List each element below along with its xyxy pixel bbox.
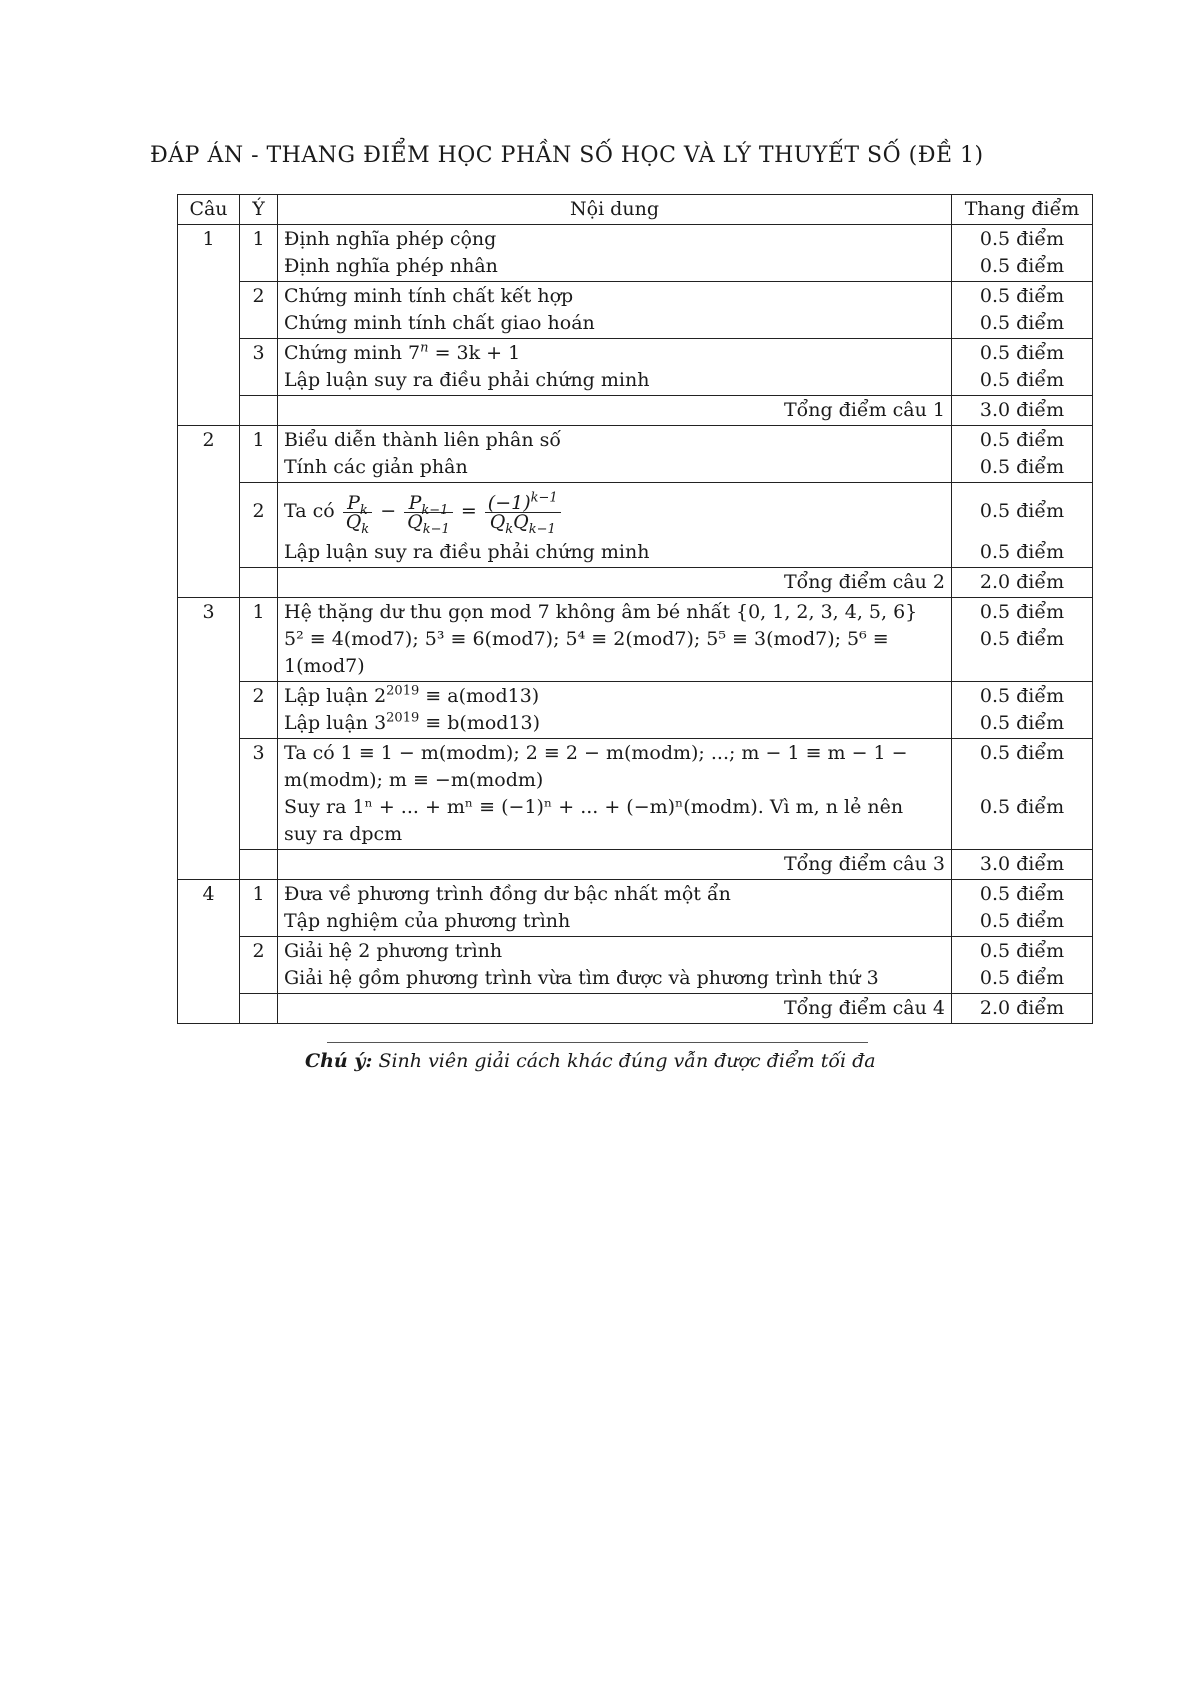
text-segment: ≡ b(mod13) (419, 712, 541, 734)
fraction-denominator: Q (345, 510, 362, 533)
total-score: 2.0 điểm (952, 568, 1093, 598)
footnote-label: Chú ý: (305, 1050, 373, 1072)
content-line: 1(mod7) (284, 655, 365, 677)
y-number: 1 (240, 426, 278, 483)
content-line (284, 683, 945, 710)
score-cell (952, 682, 1093, 739)
formula-line: Ta có $\frac{P_k}{Q_k}$ − $\frac{P_{k-1}}{Q_{k-1}}$ = $\frac{(-1)^{k-1}}{Q_kQ_{k-1}}$ (284, 484, 945, 539)
content-line: Tính các giản phân (284, 456, 468, 478)
superscript: n (420, 340, 429, 356)
content-line: Biểu diễn thành liên phân số (284, 429, 561, 451)
score-value: 0.5 điểm (979, 940, 1065, 962)
table-row (178, 339, 1093, 396)
score-value: 0.5 điểm (979, 628, 1065, 650)
subscript: k−1 (421, 502, 449, 518)
content-line: 5² ≡ 4(mod7); 5³ ≡ 6(mod7); 5⁴ ≡ 2(mod7); 5⁵ ≡ 3(mod7); 5⁶ ≡ (284, 628, 889, 650)
content-line: Suy ra 1ⁿ + ... + mⁿ ≡ (−1)ⁿ + ... + (−m)ⁿ(modm). Vì m, n lẻ nên (284, 796, 904, 818)
content-cell (278, 339, 952, 396)
total-row (178, 568, 1093, 598)
content-cell (278, 682, 952, 739)
y-number: 1 (240, 225, 278, 282)
subscript: k−1 (528, 521, 556, 537)
y-number (240, 483, 278, 568)
y-number: 1 (240, 880, 278, 937)
fraction-denominator: Q (513, 510, 529, 533)
score-cell (952, 483, 1093, 568)
table-row (178, 937, 1093, 994)
footnote-divider (327, 1042, 868, 1043)
content-line: Ta có 1 ≡ 1 − m(modm); 2 ≡ 2 − m(modm); ...; m − 1 ≡ m − 1 − (284, 742, 908, 764)
table-row (178, 598, 1093, 682)
text-segment: Ta có (284, 500, 335, 522)
y-number: 1 (240, 598, 278, 682)
superscript: k−1 (530, 490, 558, 506)
score-cell (952, 426, 1093, 483)
header-y: Ý (240, 195, 278, 225)
content-cell (278, 225, 952, 282)
score-value: 0.5 điểm (979, 712, 1065, 734)
fraction (343, 491, 372, 537)
score-value: 0.5 điểm (979, 742, 1065, 764)
score-value: 0.5 điểm (979, 500, 1065, 522)
text-segment: = 3k + 1 (428, 342, 521, 364)
subscript: k (359, 502, 368, 518)
score-value: 0.5 điểm (979, 456, 1065, 478)
score-value: 0.5 điểm (979, 541, 1065, 563)
table-header-row (178, 195, 1093, 225)
footnote (305, 1050, 1005, 1072)
content-line: Đưa về phương trình đồng dư bậc nhất một ẩn (284, 883, 731, 905)
score-cell (952, 739, 1093, 850)
table-row (178, 739, 1093, 850)
score-value: 0.5 điểm (979, 429, 1065, 451)
content-line: Tập nghiệm của phương trình (284, 910, 571, 932)
y-number: 2 (240, 682, 278, 739)
score-cell (952, 282, 1093, 339)
cau-number: 1 (178, 225, 240, 282)
fraction-denominator: Q (489, 510, 506, 533)
fraction-numerator: P (408, 491, 422, 514)
subscript: k−1 (422, 521, 450, 537)
y-number: 2 (240, 282, 278, 339)
header-noi-dung: Nội dung (278, 195, 952, 225)
table-row (178, 682, 1093, 739)
content-line: Định nghĩa phép cộng (284, 228, 497, 250)
grading-table (177, 194, 1093, 1024)
content-line: suy ra dpcm (284, 823, 403, 845)
total-row (178, 850, 1093, 880)
table-row (178, 282, 1093, 339)
score-value: 0.5 điểm (979, 910, 1065, 932)
score-cell (952, 880, 1093, 937)
fraction-numerator: (−1) (487, 491, 531, 514)
y-number: 3 (240, 739, 278, 850)
table-row (178, 880, 1093, 937)
score-value: 0.5 điểm (979, 883, 1065, 905)
table-row (178, 483, 1093, 568)
score-value: 0.5 điểm (979, 342, 1065, 364)
total-label: Tổng điểm câu 4 (278, 994, 952, 1024)
page-title: ĐÁP ÁN - THANG ĐIỂM HỌC PHẦN SỐ HỌC VÀ LÝ THUYẾT SỐ (ĐỀ 1) (150, 143, 984, 168)
total-label: Tổng điểm câu 1 (278, 396, 952, 426)
score-value: 0.5 điểm (979, 685, 1065, 707)
fraction (404, 491, 453, 537)
content-line: Chứng minh tính chất kết hợp (284, 285, 574, 307)
content-line: Lập luận suy ra điều phải chứng minh (284, 369, 650, 391)
table-row (178, 426, 1093, 483)
total-score: 3.0 điểm (952, 850, 1093, 880)
content-cell (278, 426, 952, 483)
content-line: Chứng minh tính chất giao hoán (284, 312, 595, 334)
score-cell (952, 225, 1093, 282)
score-value: 0.5 điểm (979, 796, 1065, 818)
content-cell (278, 739, 952, 850)
footnote-text: Sinh viên giải cách khác đúng vẫn được điểm tối đa (372, 1050, 876, 1072)
table-row (178, 225, 1093, 282)
content-line (284, 340, 945, 367)
total-score: 3.0 điểm (952, 396, 1093, 426)
score-value: 0.5 điểm (979, 255, 1065, 277)
y-number: 2 (240, 937, 278, 994)
score-value: 0.5 điểm (979, 369, 1065, 391)
content-line (284, 710, 945, 737)
header-thang-diem: Thang điểm (952, 195, 1093, 225)
content-cell (278, 880, 952, 937)
superscript: 2019 (386, 683, 420, 699)
fraction (485, 490, 561, 537)
score-value: 0.5 điểm (979, 228, 1065, 250)
content-cell (278, 282, 952, 339)
total-row (178, 994, 1093, 1024)
total-label: Tổng điểm câu 3 (278, 850, 952, 880)
header-cau: Câu (178, 195, 240, 225)
score-value: 0.5 điểm (979, 967, 1065, 989)
total-label: Tổng điểm câu 2 (278, 568, 952, 598)
y-number-text: 2 (252, 500, 265, 522)
score-cell (952, 339, 1093, 396)
total-score: 2.0 điểm (952, 994, 1093, 1024)
content-line: Hệ thặng dư thu gọn mod 7 không âm bé nhất {0, 1, 2, 3, 4, 5, 6} (284, 601, 918, 623)
score-value: 0.5 điểm (979, 312, 1065, 334)
content-line: Định nghĩa phép nhân (284, 255, 498, 277)
text-segment: Lập luận 2 (284, 685, 387, 707)
total-row (178, 396, 1093, 426)
text-segment: Lập luận 3 (284, 712, 387, 734)
content-line: Lập luận suy ra điều phải chứng minh (284, 541, 650, 563)
superscript: 2019 (386, 710, 420, 726)
cau-number: 4 (178, 880, 240, 937)
score-value: 0.5 điểm (979, 601, 1065, 623)
content-cell (278, 937, 952, 994)
content-line: Giải hệ 2 phương trình (284, 940, 503, 962)
cau-number: 3 (178, 598, 240, 682)
subscript: k (361, 521, 370, 537)
score-cell (952, 598, 1093, 682)
cau-number: 2 (178, 426, 240, 483)
content-line: Giải hệ gồm phương trình vừa tìm được và phương trình thứ 3 (284, 967, 879, 989)
content-cell (278, 598, 952, 682)
score-cell (952, 937, 1093, 994)
score-value: 0.5 điểm (979, 285, 1065, 307)
y-number: 3 (240, 339, 278, 396)
subscript: k (505, 521, 514, 537)
content-cell (278, 483, 952, 568)
text-segment: Chứng minh 7 (284, 342, 421, 364)
content-line: m(modm); m ≡ −m(modm) (284, 769, 544, 791)
text-segment: ≡ a(mod13) (419, 685, 540, 707)
fraction-denominator: Q (407, 510, 423, 533)
fraction-numerator: P (347, 491, 360, 514)
